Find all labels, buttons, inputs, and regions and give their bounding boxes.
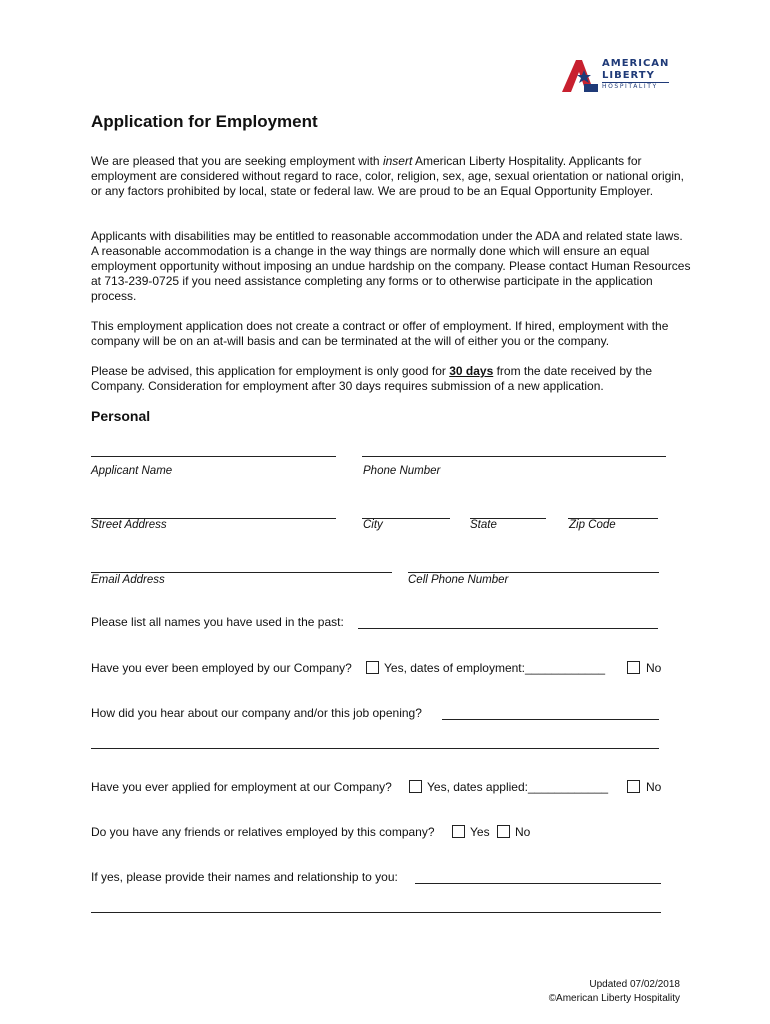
- street-address-label: Street Address: [91, 519, 167, 531]
- page-title: Application for Employment: [91, 112, 318, 131]
- logo-line-american: AMERICAN: [602, 58, 670, 69]
- applied-yes-label: Yes, dates applied:____________: [427, 780, 609, 794]
- applied-no-checkbox[interactable]: [627, 780, 640, 793]
- email-address-field[interactable]: [91, 572, 392, 573]
- intro-paragraph-3: This employment application does not create a contract or offer of employment. If hired, employment with the company will be on an at-will basis and can be terminated at the will of either you or the company.: [91, 319, 669, 348]
- hear-about-question: How did you hear about our company and/or this job opening?: [91, 706, 422, 720]
- friends-yes-label: Yes: [470, 825, 490, 839]
- names-used-question: Please list all names you have used in the past:: [91, 615, 344, 629]
- names-used-field[interactable]: [358, 628, 658, 629]
- footer: [549, 978, 680, 1006]
- applicant-name-field[interactable]: [91, 456, 336, 457]
- phone-number-label: Phone Number: [363, 465, 441, 477]
- hear-about-field[interactable]: [442, 719, 659, 720]
- relationship-field[interactable]: [415, 883, 661, 884]
- zip-code-label: Zip Code: [569, 519, 616, 531]
- employed-no-checkbox[interactable]: [627, 661, 640, 674]
- state-label: State: [470, 519, 497, 531]
- employed-yes-checkbox[interactable]: [366, 661, 379, 674]
- employed-yes-label: Yes, dates of employment:____________: [384, 661, 606, 675]
- intro-paragraph-1: We are pleased that you are seeking employment with insert American Liberty Hospitality. Applicants for employment are considered without regard to race, color, religion, sex, age, sexual orientation or national origin, or any factors prohibited by local, state or federal law. We are proud to be an Equal Opportunity Employer.: [91, 154, 684, 198]
- email-address-label: Email Address: [91, 574, 165, 586]
- friends-question: Do you have any friends or relatives employed by this company?: [91, 825, 435, 839]
- company-logo: [560, 58, 680, 94]
- applied-before-question: Have you ever applied for employment at our Company?: [91, 780, 392, 794]
- relationship-field-continued[interactable]: [91, 912, 661, 913]
- intro-paragraph-4: Please be advised, this application for employment is only good for 30 days from the date received by the Company. Consideration for employment after 30 days requires submission of a new application.: [91, 364, 653, 393]
- applied-no-label: No: [646, 780, 662, 794]
- relationship-question: If yes, please provide their names and relationship to you:: [91, 870, 398, 884]
- friends-no-checkbox[interactable]: [497, 825, 510, 838]
- cell-phone-label: Cell Phone Number: [408, 574, 509, 586]
- updated-date: Updated 07/02/2018: [589, 979, 680, 990]
- applicant-name-label: Applicant Name: [91, 465, 173, 477]
- employed-dates-blank[interactable]: ____________: [524, 661, 606, 675]
- phone-number-field[interactable]: [362, 456, 666, 457]
- hear-about-field-continued[interactable]: [91, 748, 659, 749]
- city-label: City: [363, 519, 383, 531]
- logo-line-hospitality: HOSPITALITY: [602, 82, 669, 91]
- employed-before-question: Have you ever been employed by our Company?: [91, 661, 352, 675]
- cell-phone-field[interactable]: [408, 572, 659, 573]
- friends-yes-checkbox[interactable]: [452, 825, 465, 838]
- copyright: ©American Liberty Hospitality: [548, 993, 680, 1004]
- applied-yes-checkbox[interactable]: [409, 780, 422, 793]
- applied-dates-blank[interactable]: ____________: [527, 780, 609, 794]
- liberty-star-icon: [560, 58, 600, 94]
- logo-line-liberty: LIBERTY: [602, 70, 655, 81]
- personal-heading: Personal: [91, 408, 151, 424]
- friends-no-label: No: [515, 825, 531, 839]
- intro-paragraph-2: Applicants with disabilities may be entitled to reasonable accommodation under the ADA and related state laws. A reasonable accommodation is a change in the way things are normally done which will ensure an equal employment opportunity without imposing an undue hardship on the company. Please contact Human Resources at 713-239-0725 if you need assistance completing any forms or to otherwise participate in the application process.: [91, 229, 691, 303]
- employed-no-label: No: [646, 661, 662, 675]
